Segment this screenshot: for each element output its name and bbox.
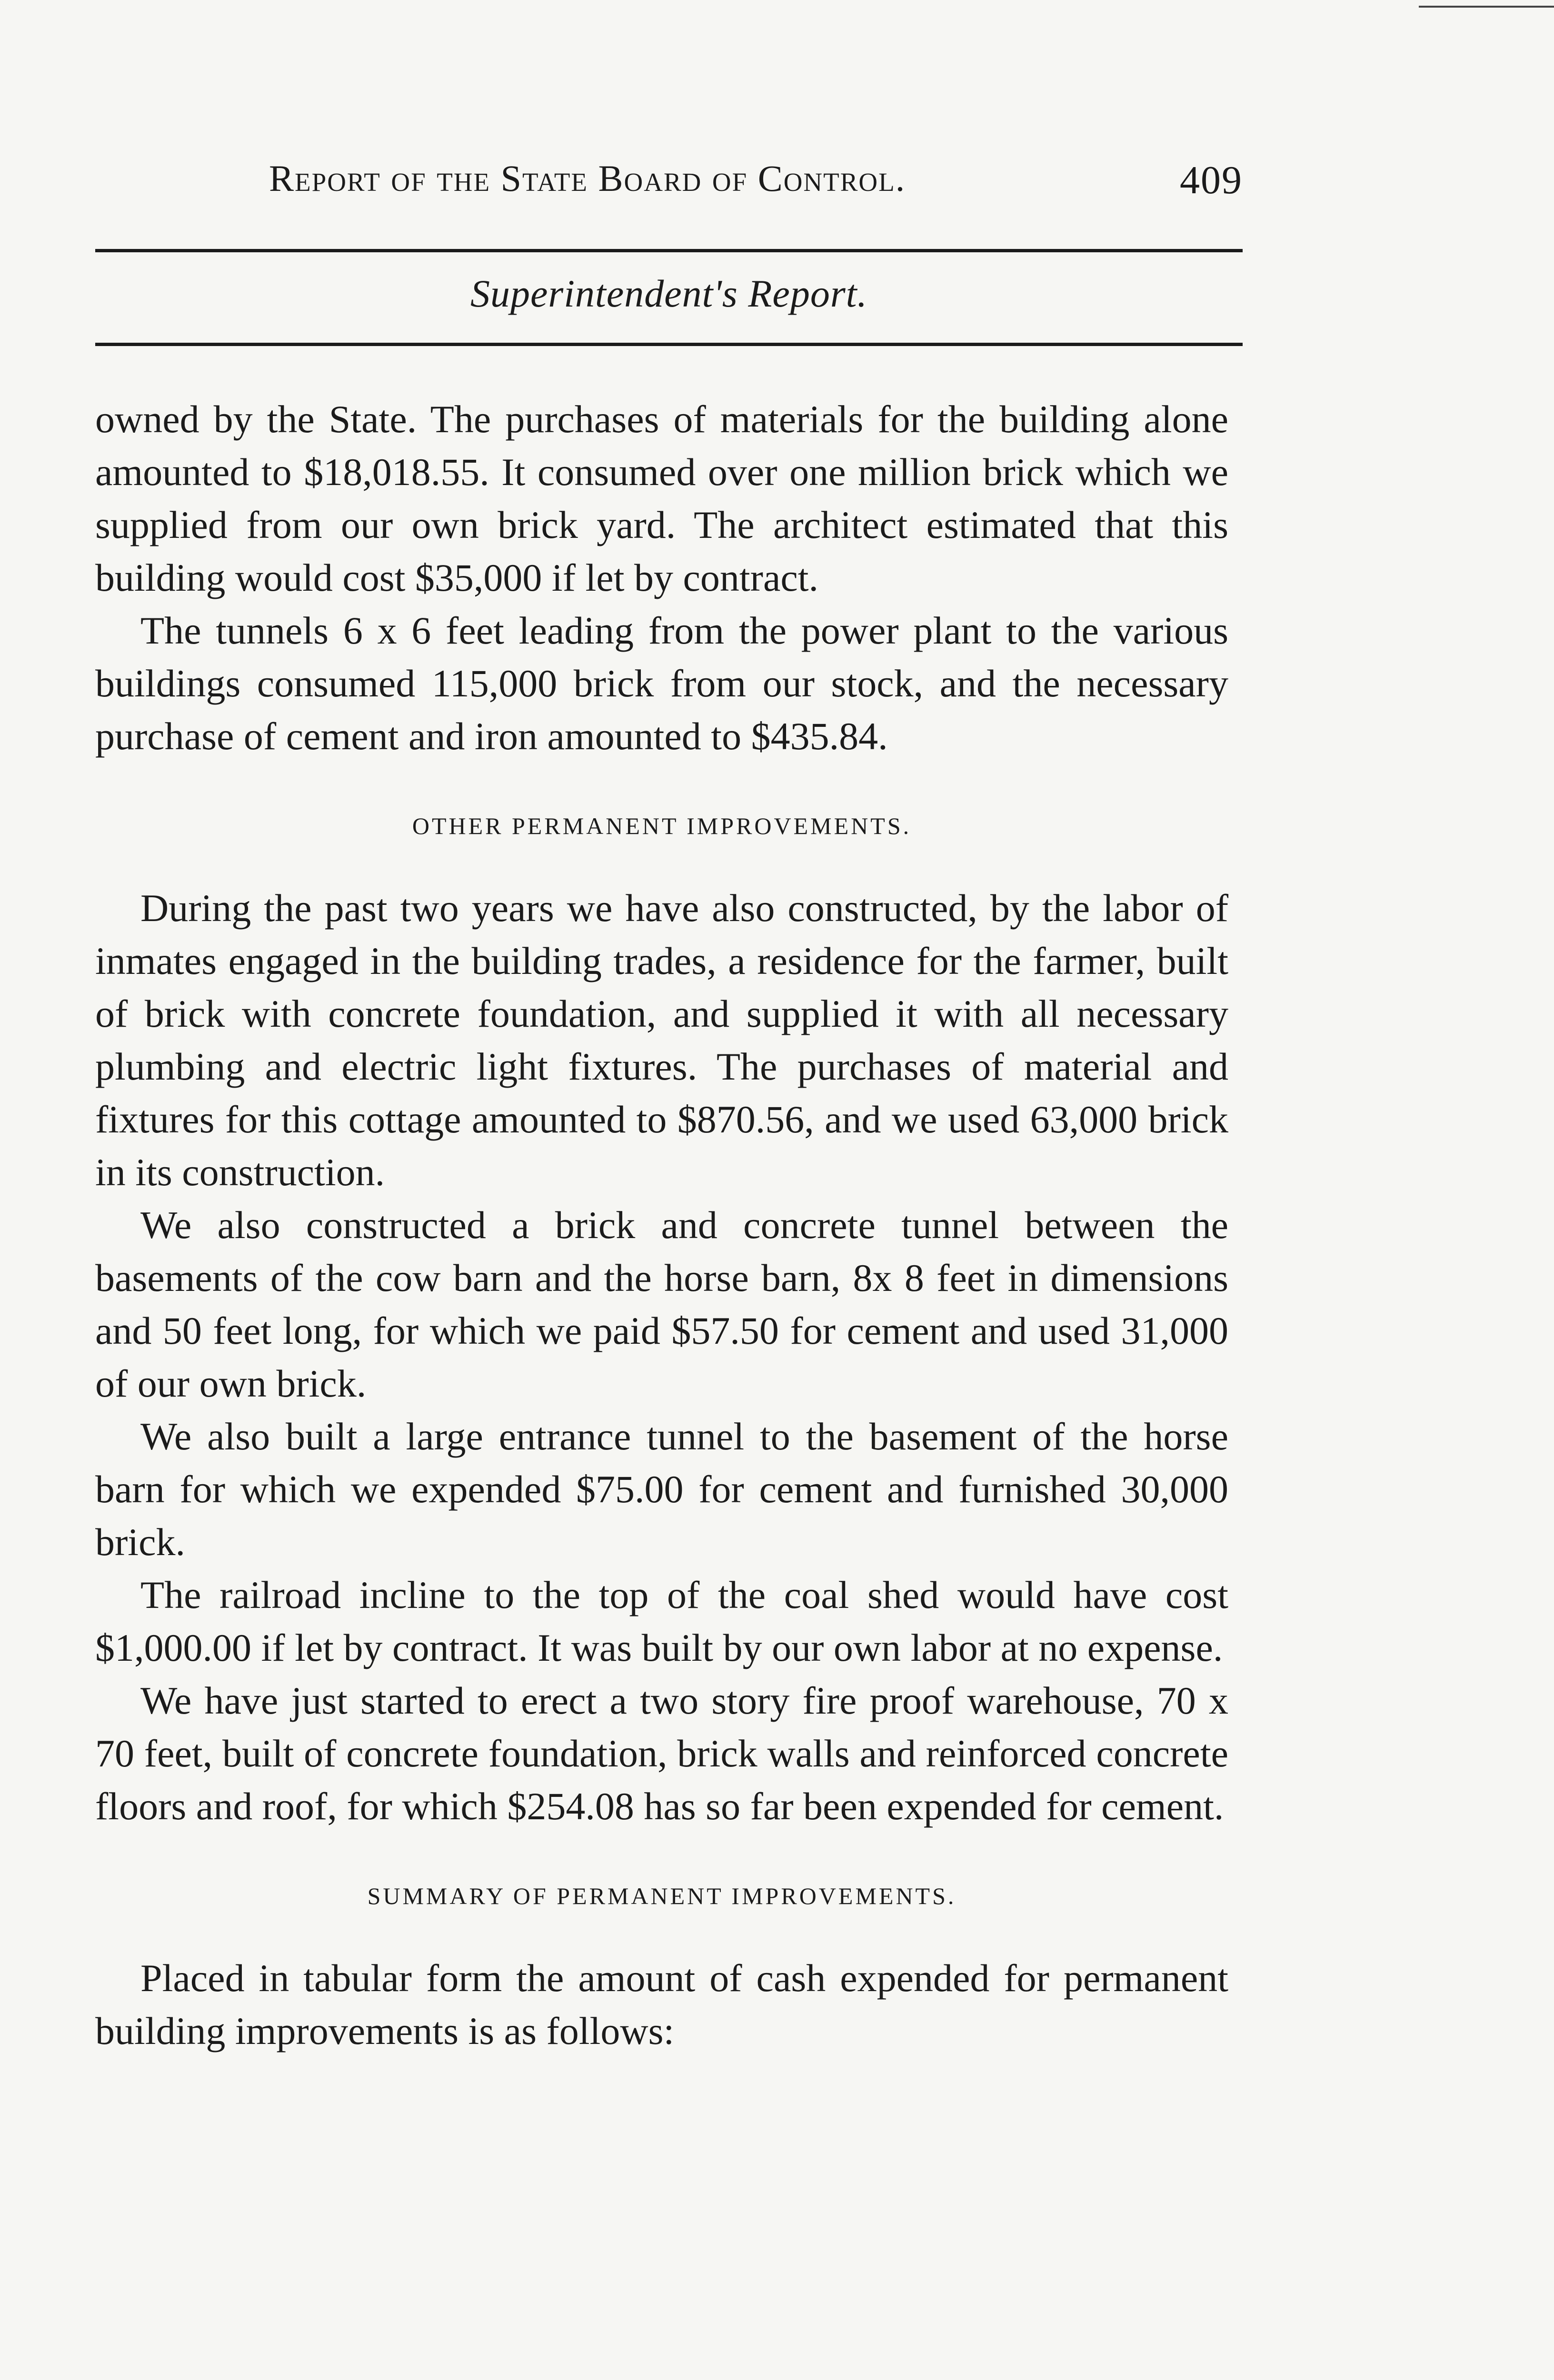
paragraph-farmer-residence: During the past two years we have also constructed, by the labor of inmates engaged in the building trades, a residence for the farmer, built of brick with concrete foundation, and supplied it with all necessary plumbing and electric light fixtures. The purchases of material and fixtures for this cottage amounted to $870.56, and we used 63,000 brick in its construction. <box>95 886 1228 1194</box>
paragraph-entrance-tunnel: We also built a large entrance tunnel to the basement of the horse barn for which we expended $75.00 for cement and furnished 30,000 brick. <box>95 1415 1228 1564</box>
page-body <box>95 393 1228 2057</box>
paragraph-summary-intro: Placed in tabular form the amount of cash expended for permanent building improvements is as follows: <box>95 1956 1228 2053</box>
section-subhead: Superintendent's Report. <box>470 272 868 315</box>
paragraph-warehouse: We have just started to erect a two story fire proof warehouse, 70 x 70 feet, built of concrete foundation, brick walls and reinforced concrete floors and roof, for which $254.08 has so far been expended for cement. <box>95 1679 1228 1828</box>
header-rule-bottom <box>95 343 1243 346</box>
header-rule-top <box>95 249 1243 252</box>
paragraph-barn-tunnel: We also constructed a brick and concrete tunnel between the basements of the cow barn and the horse barn, 8x 8 feet in dimensions and 50 feet long, for which we paid $57.50 for cement and used 31,000 of our own brick. <box>95 1203 1228 1405</box>
section-heading-other-improvements: OTHER PERMANENT IMPROVEMENTS. <box>412 813 912 839</box>
page-edge-mark <box>1419 6 1554 8</box>
section-heading-summary: SUMMARY OF PERMANENT IMPROVEMENTS. <box>367 1883 956 1909</box>
paragraph-continued: owned by the State. The purchases of materials for the building alone amounted to $18,018.55. It consumed over one million brick which we supplied from our own brick yard. The architect estimated that this building would cost $35,000 if let by contract. <box>95 397 1228 599</box>
running-head: Report of the State Board of Control. <box>269 158 906 199</box>
page-number: 409 <box>1180 158 1243 202</box>
paragraph-railroad-incline: The railroad incline to the top of the coal shed would have cost $1,000.00 if let by contract. It was built by our own labor at no expense. <box>95 1573 1228 1669</box>
paragraph-tunnels: The tunnels 6 x 6 feet leading from the power plant to the various buildings consumed 115,000 brick from our stock, and the necessary purchase of cement and iron amounted to $435.84. <box>95 609 1228 758</box>
page-header <box>95 157 1243 214</box>
